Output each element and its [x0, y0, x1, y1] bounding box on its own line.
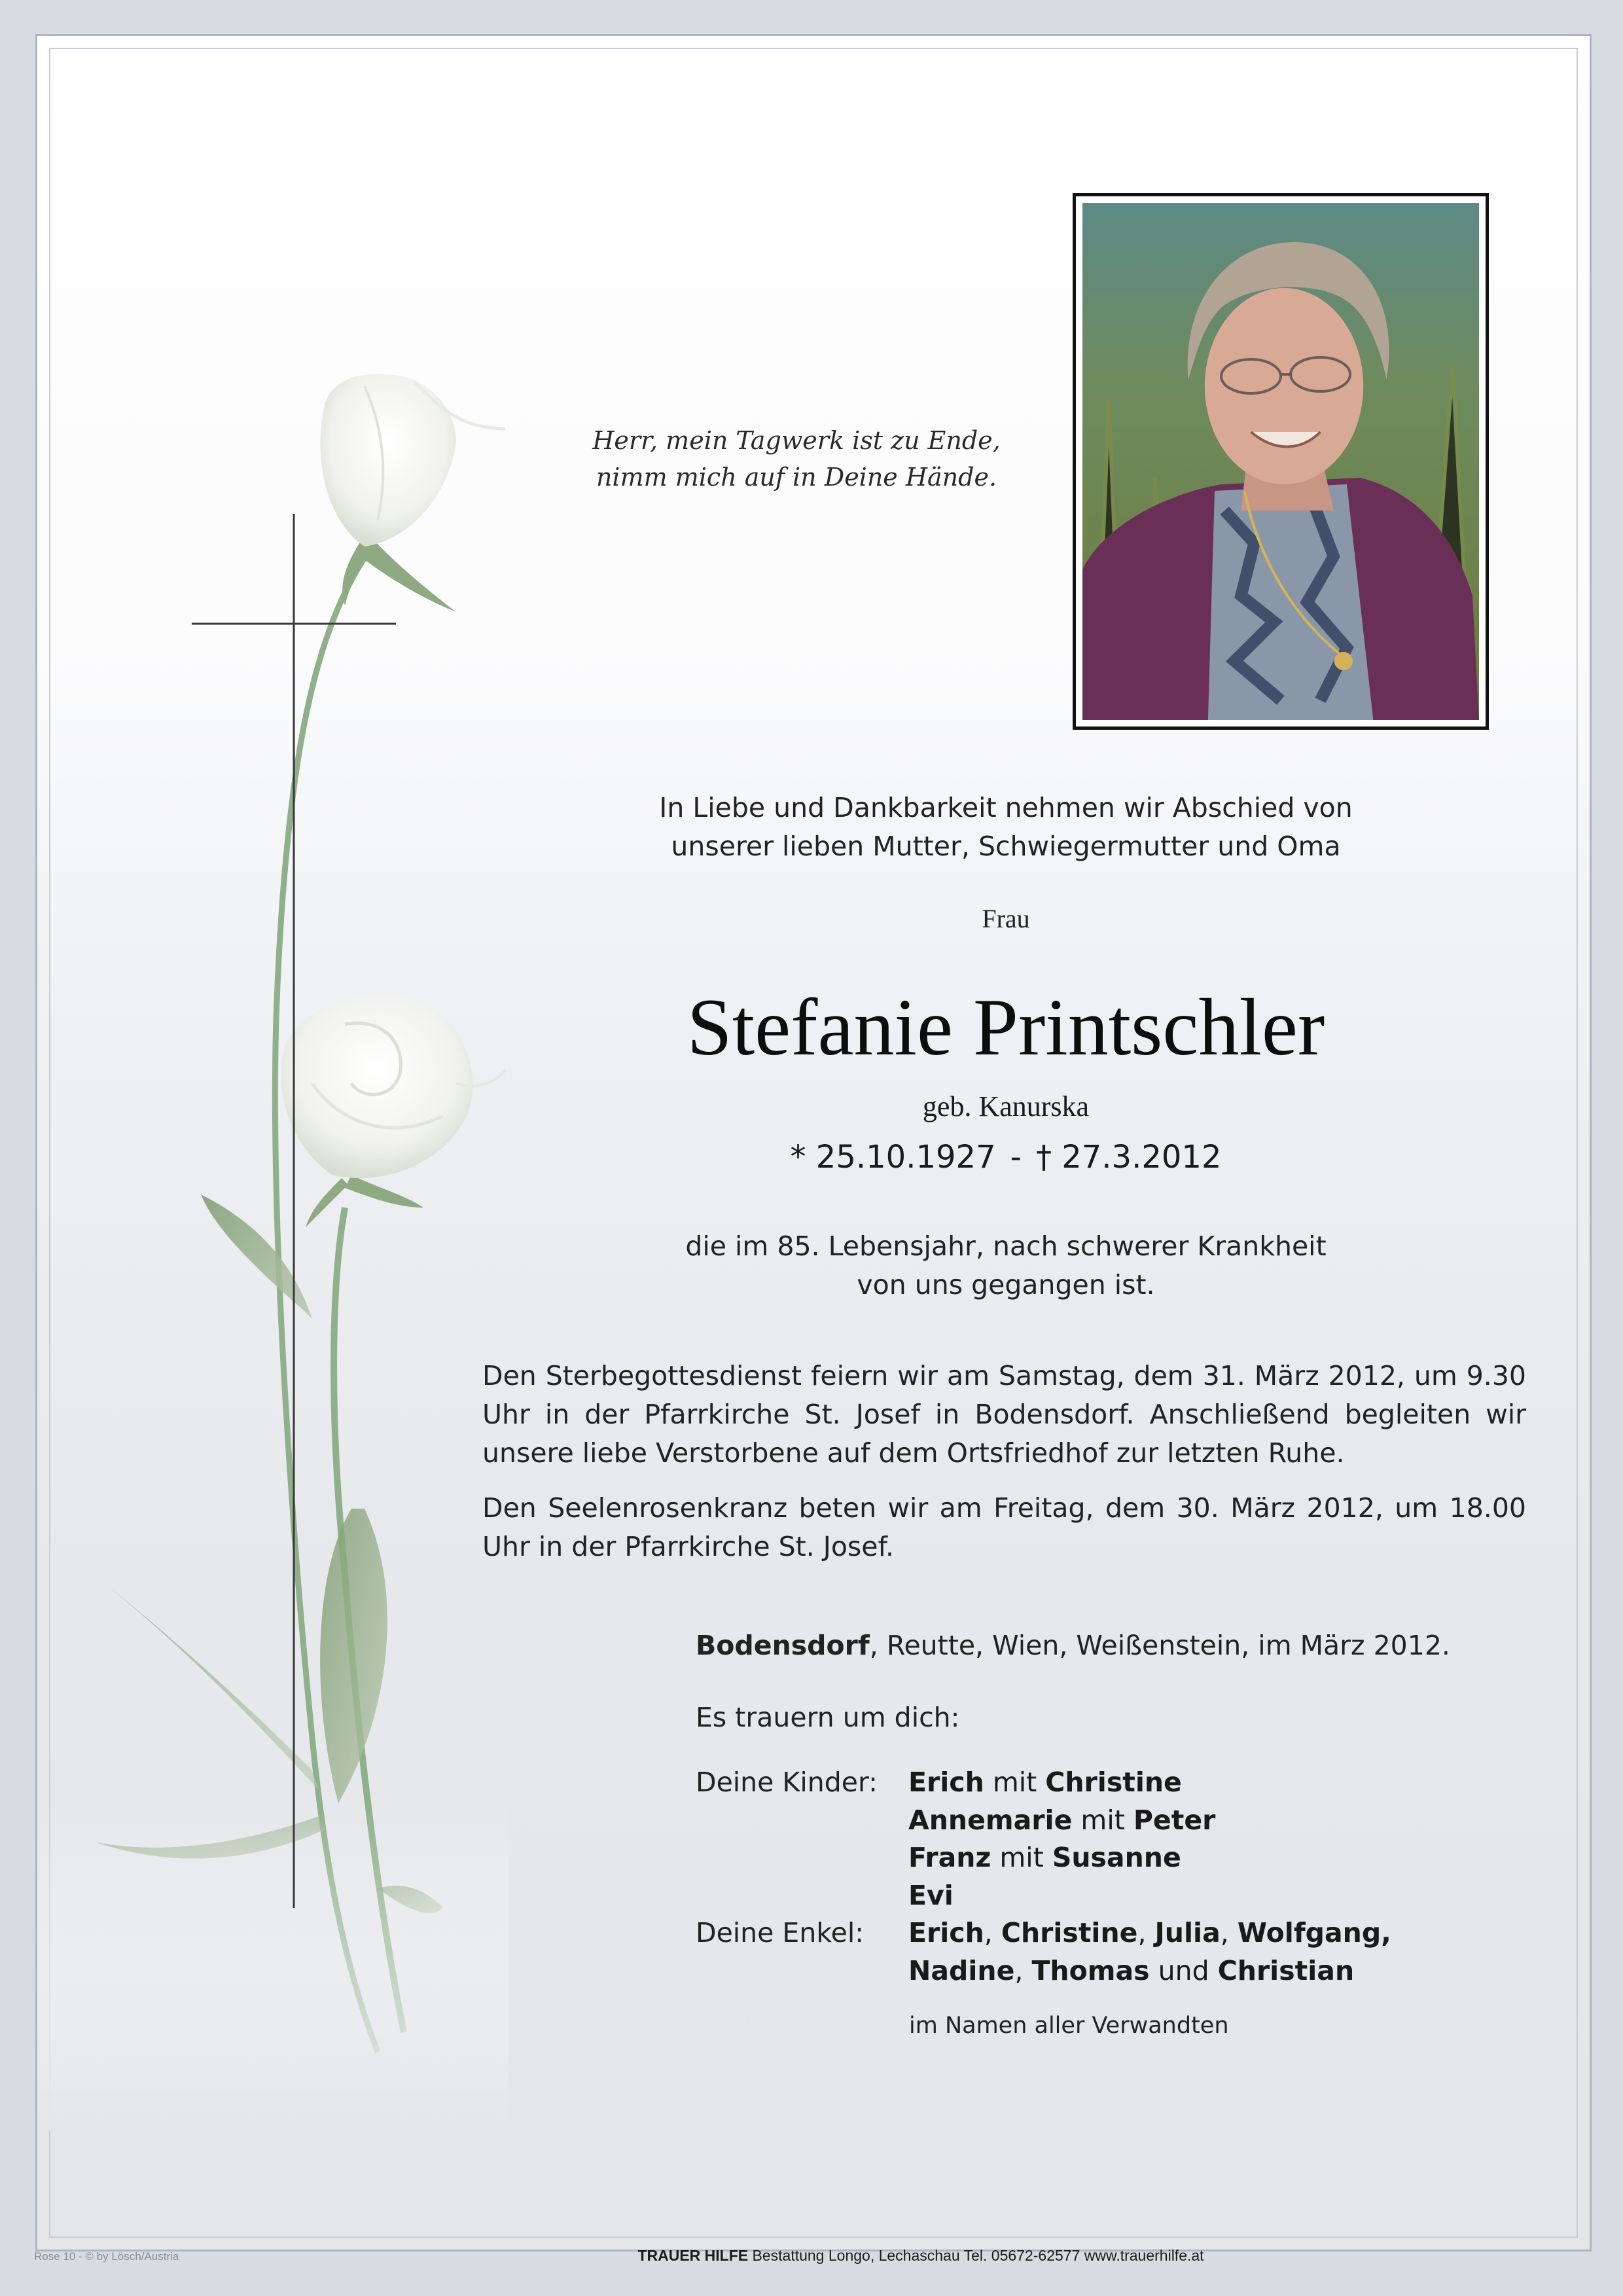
- grandchild-name: Christine: [1001, 1917, 1138, 1948]
- child-conj: mit: [991, 1842, 1052, 1873]
- rose-illustration: [37, 36, 508, 2130]
- mourning-line: Es trauern um dich:: [696, 1702, 960, 1733]
- child-name: Evi: [908, 1879, 954, 1911]
- location-rest: , Reutte, Wien, Weißenstein, im März 2012.: [869, 1630, 1450, 1661]
- list-item: [908, 1802, 1520, 1840]
- life-dates: [711, 1139, 1300, 1175]
- grandchild-name: Christian: [1217, 1954, 1355, 1986]
- grandchild-name: Wolfgang: [1237, 1917, 1382, 1948]
- deceased-name: Stefanie Printschler: [687, 982, 1325, 1072]
- rose-bloom-bottom: [281, 996, 505, 1178]
- child-name: Annemarie: [908, 1804, 1073, 1836]
- passing-text: die im 85. Lebensjahr, nach schwerer Krankheit von uns gegangen ist.: [685, 1230, 1327, 1300]
- footer-brand: TRAUER HILFE: [637, 2247, 749, 2264]
- death-date: † 27.3.2012: [1035, 1139, 1222, 1175]
- grandchild-name: Erich: [908, 1917, 984, 1948]
- image-credit: Rose 10 - © by Lösch/Austria: [34, 2250, 179, 2263]
- service-info: [482, 1357, 1526, 1583]
- rosary-paragraph: Den Seelenrosenkranz beten wir am Freitag, dem 30. März 2012, um 18.00 Uhr in der Pfarrkirche St. Josef.: [482, 1492, 1526, 1562]
- grandchild-name: Julia: [1154, 1917, 1221, 1948]
- child-spouse: Peter: [1133, 1804, 1216, 1836]
- motto-verse: Herr, mein Tagwerk ist zu Ende, nimm mich auf in Deine Hände.: [592, 426, 1001, 492]
- farewell-intro: In Liebe und Dankbarkeit nehmen wir Abschied von unserer lieben Mutter, Schwiegermutter und Oma: [659, 792, 1353, 862]
- child-name: Erich: [908, 1767, 984, 1798]
- list-item: [908, 1764, 1520, 1802]
- grandchildren-group: [696, 1914, 1520, 1990]
- grandchild-conj: und: [1158, 1954, 1209, 1986]
- family-list: [696, 1764, 1520, 1990]
- child-spouse: Christine: [1045, 1767, 1182, 1798]
- relatives-note: im Namen aller Verwandten: [909, 2013, 1229, 2039]
- footer-text: Bestattung Longo, Lechaschau Tel. 05672-62577 www.trauerhilfe.at: [748, 2247, 1204, 2264]
- list-item: [908, 1877, 1520, 1915]
- child-conj: mit: [1072, 1804, 1133, 1836]
- portrait-photo: [1073, 193, 1489, 730]
- location-primary: Bodensdorf: [696, 1630, 870, 1661]
- child-conj: mit: [984, 1767, 1046, 1798]
- child-name: Franz: [908, 1842, 991, 1873]
- birth-name: geb. Kanurska: [922, 1090, 1090, 1122]
- rose-bloom-top: [321, 374, 506, 547]
- portrait-image: [1082, 203, 1479, 720]
- grandchild-name: Thomas: [1031, 1954, 1150, 1986]
- grandchild-name: Nadine: [908, 1954, 1015, 1986]
- children-label: Deine Kinder:: [696, 1767, 878, 1798]
- grandchildren-list: [908, 1914, 1520, 1990]
- rose-leaf: [109, 1587, 319, 1790]
- children-group: [696, 1764, 1520, 1914]
- rose-leaf: [201, 1194, 312, 1319]
- list-item: Erich, Christine, Julia, Wolfgang,: [908, 1917, 1391, 1948]
- footer-imprint: [495, 2247, 1346, 2265]
- grandchildren-label: Deine Enkel:: [696, 1917, 865, 1948]
- grandchild-trailing: ,: [1381, 1917, 1391, 1948]
- salutation: Frau: [982, 904, 1030, 933]
- birth-date: * 25.10.1927: [790, 1139, 996, 1175]
- children-list: [908, 1764, 1520, 1914]
- funeral-paragraph: Den Sterbegottesdienst feiern wir am Samstag, dem 31. März 2012, um 9.30 Uhr in der Pfarrkirche St. Josef in Bodensdorf. Anschließend begleiten wir unsere liebe Verstorbene auf dem Ortsfriedhof zur letzten Ruhe.: [482, 1360, 1526, 1469]
- list-item: Nadine, Thomas und Christian: [908, 1954, 1355, 1986]
- rose-leaf: [320, 1509, 387, 1803]
- list-item: [908, 1839, 1520, 1877]
- date-separator: -: [1010, 1139, 1022, 1175]
- location-line: [696, 1626, 1514, 1665]
- child-spouse: Susanne: [1052, 1842, 1181, 1873]
